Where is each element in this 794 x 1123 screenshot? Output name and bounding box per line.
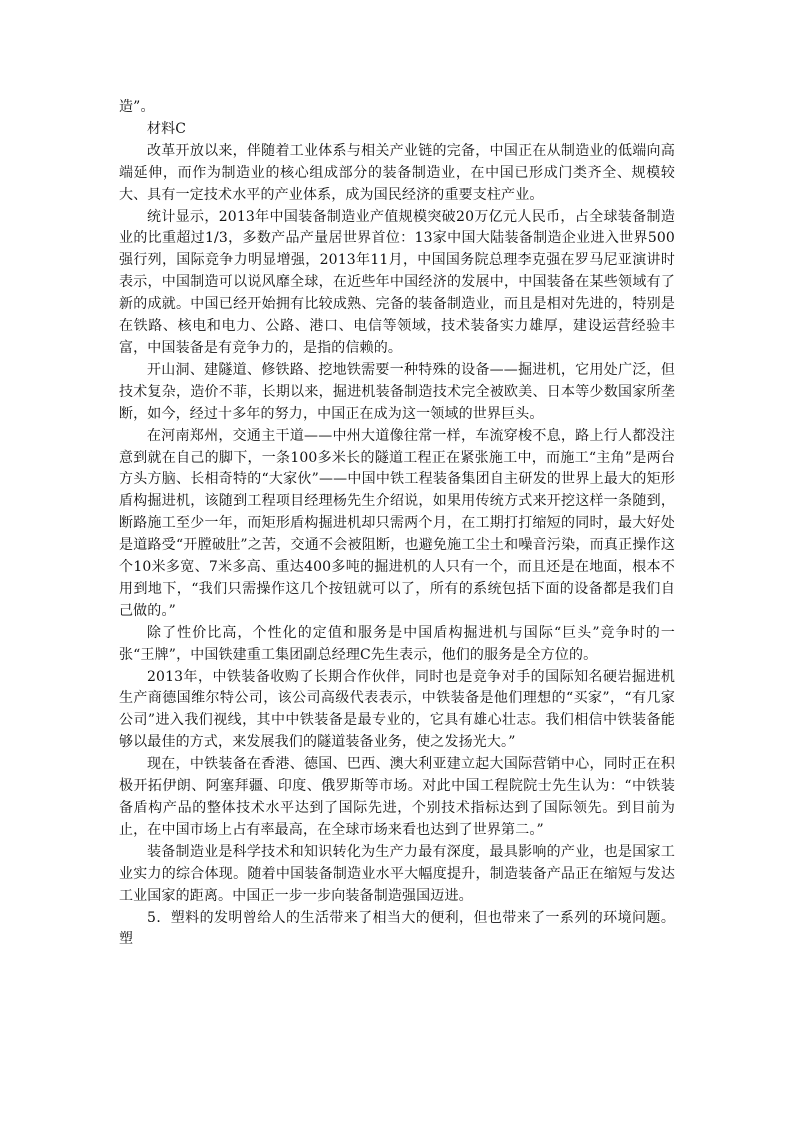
paragraph-zhengzhou: 在河南郑州，交通主干道——中州大道像往常一样，车流穿梭不息，路上行人都没注意到就在自己的脚下，一条100多米长的隧道工程正在紧张施工中，而施工“主角”是两台方头方脑、长相奇特的“大家伙”——中国中铁工程装备集团自主研发的世界上最大的矩形盾构掘进机，该随到工程项目经理杨先生介绍说，如果用传统方式来开挖这样一条随到，断路施工至少一年，而矩形盾构掘进机却只需两个月，在工期打打缩短的同时，最大好处是道路受“开膛破肚”之苦，交通不会被阻断，也避免施工尘土和噪音污染，而真正操作这个10米多宽、7米多高、重达400多吨的掘进机的人只有一个，而且还是在地面，根本不用到地下，“我们只需操作这几个按钮就可以了，所有的系统包括下面的设备都是我们自己做的。” [119, 427, 675, 619]
question-5: 5．塑料的发明曾给人的生活带来了相当大的便利，但也带来了一系列的环境问题。塑 [119, 909, 675, 948]
paragraph-continuation: 造”。 [119, 99, 155, 115]
paragraph-international: 现在，中铁装备在香港、德国、巴西、澳大利亚建立起大国际营销中心，同时正在积极开拓伊朗、阿塞拜疆、印度、俄罗斯等市场。对此中国工程院院士先生认为：“中铁装备盾构产品的整体技术水平达到了国际先进，个别技术指标达到了国际领先。到目前为止，在中国市场上占有率最高，在全球市场来看也达到了世界第二。” [119, 756, 675, 838]
paragraph-acquisition: 2013年，中铁装备收购了长期合作伙伴，同时也是竞争对手的国际知名硬岩掘进机生产商德国维尔特公司，该公司高级代表表示，中铁装备是他们理想的“买家”，“有几家公司”进入我们视线，其中中铁装备是最专业的，它具有雄心壮志。我们相信中铁装备能够以最佳的方式，来发展我们的隧道装备业务，使之发扬光大。” [119, 668, 675, 751]
paragraph-intro: 改革开放以来，伴随着工业体系与相关产业链的完备，中国正在从制造业的低端向高端延伸，而作为制造业的核心组成部分的装备制造业，在中国已形成门类齐全、规模较大、具有一定技术水平的产业体系，成为国民经济的重要支柱产业。 [119, 142, 675, 203]
paragraph-conclusion: 装备制造业是科学技术和知识转化为生产力最有深度，最具影响的产业，也是国家工业实力的综合体现。随着中国装备制造业水平大幅度提升，制造装备产品正在缩短与发达工业国家的距离。中国正一步一步向装备制造强国迈进。 [119, 843, 675, 904]
paragraph-tunnel-boring: 开山洞、建隧道、修铁路、挖地铁需要一种特殊的设备——掘进机，它用处广泛，但技术复杂，造价不菲，长期以来，掘进机装备制造技术完全被欧美、日本等少数国家所垄断，如今，经过十多年的努力，中国正在成为这一领域的世界巨头。 [119, 361, 675, 422]
paragraph-statistics: 统计显示，2013年中国装备制造业产值规模突破20万亿元人民币，占全球装备制造业的比重超过1/3，多数产品产量居世界首位：13家中国大陆装备制造企业进入世界500强行列，国际竞争力明显增强，2013年11月，中国国务院总理李克强在罗马尼亚演讲时表示，中国制造可以说风靡全球，在近些年中国经济的发展中，中国装备在某些领域有了新的成就。中国已经开始拥有比较成熟、完备的装备制造业，而且是相对先进的，特别是在铁路、核电和电力、公路、港口、电信等领域，技术装备实力雄厚，建设运营经验丰富，中国装备是有竞争力的，是指的信赖的。 [119, 208, 675, 356]
document-page [119, 97, 675, 951]
material-heading: 材料C [147, 120, 187, 137]
paragraph-service: 除了性价比高，个性化的定值和服务是中国盾构掘进机与国际“巨头”竞争时的一张“王牌”，中国铁建重工集团副总经理C先生表示，他们的服务是全方位的。 [119, 624, 675, 663]
